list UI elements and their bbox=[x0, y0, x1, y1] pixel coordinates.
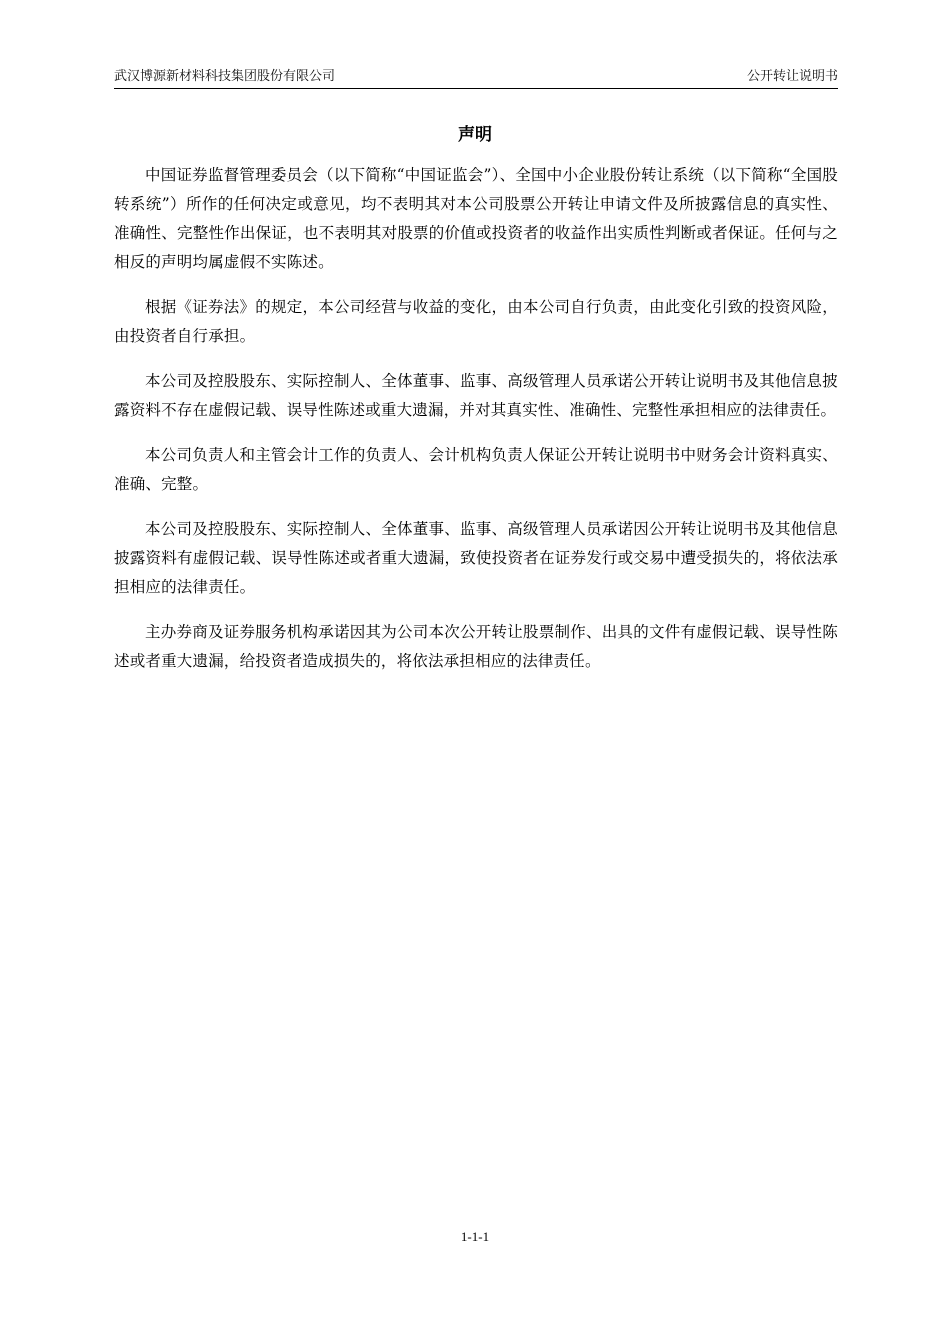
header-company-name: 武汉博源新材料科技集团股份有限公司 bbox=[114, 69, 336, 84]
paragraph-securities-law: 根据《证券法》的规定，本公司经营与收益的变化，由本公司自行负责，由此变化引致的投资风险，由投资者自行承担。 bbox=[114, 298, 838, 345]
declaration-body bbox=[114, 161, 838, 692]
page-header bbox=[114, 68, 838, 89]
paragraph-liability-commitment: 本公司及控股股东、实际控制人、全体董事、监事、高级管理人员承诺因公开转让说明书及其他信息披露资料有虚假记载、误导性陈述或者重大遗漏，致使投资者在证券发行或交易中遭受损失的，将依法承担相应的法律责任。 bbox=[114, 520, 838, 596]
page-number: 1-1-1 bbox=[460, 1229, 490, 1244]
paragraph-financial-accuracy: 本公司负责人和主管会计工作的负责人、会计机构负责人保证公开转让说明书中财务会计资料真实、准确、完整。 bbox=[114, 446, 838, 493]
paragraph-broker-commitment: 主办券商及证券服务机构承诺因其为公司本次公开转让股票制作、出具的文件有虚假记载、误导性陈述或者重大遗漏，给投资者造成损失的，将依法承担相应的法律责任。 bbox=[114, 623, 838, 670]
header-document-type: 公开转让说明书 bbox=[746, 69, 838, 84]
page-title: 声明 bbox=[458, 125, 492, 145]
paragraph-management-commitment: 本公司及控股股东、实际控制人、全体董事、监事、高级管理人员承诺公开转让说明书及其他信息披露资料不存在虚假记载、误导性陈述或重大遗漏，并对其真实性、准确性、完整性承担相应的法律责任。 bbox=[114, 372, 838, 419]
paragraph-regulator-disclaimer: 中国证券监督管理委员会（以下简称“中国证监会”）、全国中小企业股份转让系统（以下简称“全国股转系统”）所作的任何决定或意见，均不表明其对本公司股票公开转让申请文件及所披露信息的真实性、准确性、完整性作出保证，也不表明其对股票的价值或投资者的收益作出实质性判断或者保证。任何与之相反的声明均属虚假不实陈述。 bbox=[114, 166, 838, 271]
